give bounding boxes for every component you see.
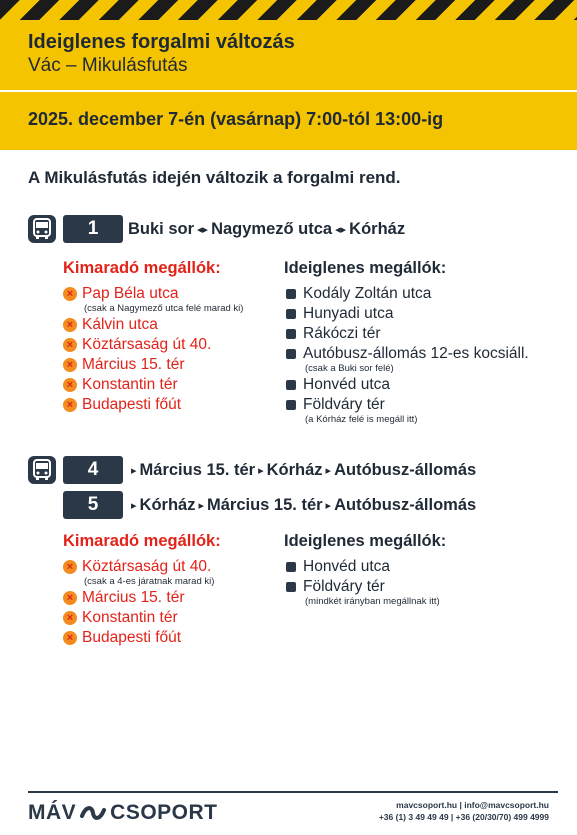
mav-logo: MÁV CSOPORT <box>28 801 218 828</box>
list-item: × Pap Béla utca (csak a Nagymező utca felé marad ki) <box>63 284 243 314</box>
x-circle-icon: × <box>63 378 77 392</box>
list-item: × Budapesti főút <box>63 395 243 414</box>
list-item: × Köztársaság út 40. <box>63 335 243 354</box>
list-item: × Konstantin tér <box>63 608 214 627</box>
contact-web-email: mavcsoport.hu | info@mavcsoport.hu <box>396 800 549 810</box>
list-item: Földváry tér (a Kórház felé is megáll itt) <box>284 395 529 425</box>
date-text: 2025. december 7-én (vasárnap) 7:00-tól 13:00-ig <box>28 109 444 129</box>
omitted-stops-list-1 <box>63 284 243 415</box>
arrow-right-icon: ▸ <box>258 465 264 477</box>
route-stop: Buki sor <box>128 220 195 238</box>
route-stop: Kórház <box>349 220 406 238</box>
square-bullet-icon <box>286 380 296 390</box>
contact-phone: +36 (1) 3 49 49 49 | +36 (20/30/70) 499 4999 <box>378 812 549 822</box>
omitted-heading: Kimaradó megállók: <box>63 259 221 277</box>
line-badge-5: 5 <box>63 491 123 519</box>
temporary-stops-list-2 <box>284 557 440 608</box>
list-item: × Március 15. tér <box>63 355 243 374</box>
footer-divider <box>28 791 558 793</box>
temporary-heading: Ideiglenes megállók: <box>284 532 447 550</box>
square-bullet-icon <box>286 582 296 592</box>
x-circle-icon: × <box>63 591 77 605</box>
hazard-stripe <box>0 0 577 20</box>
list-item: × Március 15. tér <box>63 588 214 607</box>
arrow-right-icon: ▸ <box>131 465 137 477</box>
contact-info <box>379 799 549 823</box>
line-badge-4: 4 <box>63 456 123 484</box>
list-item: × Konstantin tér <box>63 375 243 394</box>
arrow-right-icon: ▸ <box>325 465 332 477</box>
bus-icon <box>28 456 56 484</box>
title-box <box>0 20 577 90</box>
x-circle-icon: × <box>63 358 77 372</box>
arrow-right-icon: ▸ <box>325 500 332 512</box>
square-bullet-icon <box>286 400 296 410</box>
arrow-right-icon: ▸ <box>131 500 137 512</box>
bus-icon <box>28 215 56 243</box>
square-bullet-icon <box>286 349 296 359</box>
double-arrow-icon: ◂▸ <box>197 224 209 236</box>
omitted-heading: Kimaradó megállók: <box>63 532 221 550</box>
list-item: × Budapesti főút <box>63 628 214 647</box>
list-item: Földváry tér (mindkét irányban megállnak itt) <box>284 577 440 607</box>
list-item: × Köztársaság út 40. (csak a 4-es járatnak marad ki) <box>63 557 214 587</box>
square-bullet-icon <box>286 289 296 299</box>
page-title: Ideiglenes forgalmi változás <box>28 31 295 53</box>
list-item: Hunyadi utca <box>284 304 529 323</box>
intro-text: A Mikulásfutás idején változik a forgalmi rend. <box>28 168 401 187</box>
page-subtitle: Vác – Mikulásfutás <box>28 55 188 76</box>
x-circle-icon: × <box>63 398 77 412</box>
x-circle-icon: × <box>63 338 77 352</box>
list-item: Kodály Zoltán utca <box>284 284 529 303</box>
route-line-4: ▸ Március 15. tér ▸ Kórház ▸ Autóbusz-állomás <box>131 461 477 479</box>
square-bullet-icon <box>286 309 296 319</box>
temporary-heading: Ideiglenes megállók: <box>284 259 447 277</box>
route-line-5: ▸ Kórház ▸ Március 15. tér ▸ Autóbusz-állomás <box>131 496 477 514</box>
list-item: Honvéd utca <box>284 375 529 394</box>
x-circle-icon: × <box>63 318 77 332</box>
line-badge-1: 1 <box>63 215 123 243</box>
x-circle-icon: × <box>63 631 77 645</box>
temporary-stops-list-1 <box>284 284 529 426</box>
square-bullet-icon <box>286 562 296 572</box>
double-arrow-icon: ◂▸ <box>335 224 347 236</box>
x-circle-icon: × <box>63 287 77 301</box>
omitted-stops-list-2 <box>63 557 214 648</box>
route-line-1 <box>128 215 405 244</box>
arrow-right-icon: ▸ <box>198 500 204 512</box>
date-box <box>0 92 577 150</box>
list-item: Autóbusz-állomás 12-es kocsiáll. (csak a Buki sor felé) <box>284 344 529 374</box>
x-circle-icon: × <box>63 560 77 574</box>
route-stop: Nagymező utca <box>211 220 333 238</box>
square-bullet-icon <box>286 329 296 339</box>
list-item: Rákóczi tér <box>284 324 529 343</box>
mav-logo-mark-icon <box>80 804 106 828</box>
list-item: Honvéd utca <box>284 557 440 576</box>
x-circle-icon: × <box>63 611 77 625</box>
list-item: × Kálvin utca <box>63 315 243 334</box>
